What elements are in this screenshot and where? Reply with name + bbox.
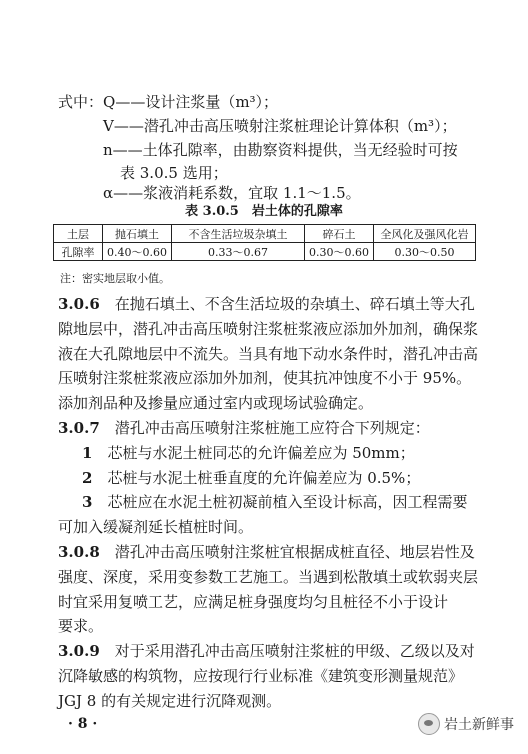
body-line	[58, 691, 281, 711]
body-line-text: 芯桩应在水泥土桩初凝前植入至设计标高，因工程需要	[92, 493, 468, 512]
table-header-cell: 土层	[54, 225, 103, 243]
list-item-number: 1	[82, 443, 93, 462]
body-line	[58, 319, 478, 339]
table-header-row	[54, 225, 476, 243]
table-cell: 0.30～0.50	[374, 243, 476, 261]
body-line	[58, 393, 373, 413]
body-line	[58, 368, 471, 388]
body-line	[58, 294, 475, 314]
body-line	[58, 344, 478, 364]
body-line-text: 潜孔冲击高压喷射注浆桩宜根据成桩直径、地层岩性及	[99, 543, 475, 561]
table-cell: 0.33～0.67	[172, 243, 305, 261]
body-line-text: 液在大孔隙地层中不流失。当具有地下动水条件时，潜孔冲击高	[58, 344, 479, 363]
body-line-text: 芯桩与水泥土桩同芯的允许偏差应为 50mm；	[92, 443, 415, 462]
formula-def-alpha: α——浆液消耗系数，宜取 1.1～1.5。	[103, 184, 361, 202]
list-item-number: 3	[82, 493, 93, 512]
formula-def-n: n——土体孔隙率，由勘察资料提供，当无经验时可按	[103, 141, 458, 159]
body-line	[82, 492, 467, 512]
body-line-text: 隙地层中，潜孔冲击高压喷射注浆桩浆液应添加外加剂，确保浆	[58, 319, 479, 338]
formula-def-v: V——潜孔冲击高压喷射注浆桩理论计算体积（m³）；	[103, 117, 457, 135]
clause-number: 3.0.6	[58, 295, 100, 313]
wechat-icon	[418, 713, 440, 735]
table-header-cell: 不含生活垃圾杂填土	[172, 225, 305, 243]
clause-number: 3.0.7	[58, 419, 100, 437]
body-line-text: 对于采用潜孔冲击高压喷射注浆桩的甲级、乙级以及对	[99, 642, 475, 661]
formula-def-n-cont: 表 3.0.5 选用；	[120, 164, 228, 182]
table-caption: 表 3.0.5 岩土体的孔隙率	[185, 204, 343, 219]
body-line-text: 潜孔冲击高压喷射注浆桩施工应符合下列规定：	[99, 419, 430, 437]
page-number: · 8 ·	[68, 716, 98, 732]
formula-def-q	[58, 92, 278, 112]
body-line-text: 时宜采用复喷工艺，应满足桩身强度均匀且桩径不小于设计	[58, 592, 449, 611]
table-cell: 0.40～0.60	[103, 243, 172, 261]
clause-number: 3.0.8	[58, 543, 100, 561]
body-line	[82, 468, 420, 488]
table-cell: 孔隙率	[54, 243, 103, 261]
body-line	[58, 542, 475, 562]
body-line-text: 压喷射注浆桩浆液应添加外加剂，使其抗冲蚀度不小于 95%。	[58, 369, 472, 388]
body-line-text: JGJ 8 的有关规定进行沉降观测。	[58, 691, 282, 710]
body-line	[58, 616, 103, 636]
table-row	[54, 243, 476, 261]
body-line-text: 沉降敏感的构筑物，应按现行行业标准《建筑变形测量规范》	[58, 667, 464, 685]
body-line-text: 可加入缓凝剂延长植桩时间。	[58, 518, 254, 537]
watermark	[418, 713, 514, 735]
table-header-cell: 全风化及强风化岩	[374, 225, 476, 243]
body-line	[82, 443, 415, 463]
formula-prefix: 式中：	[58, 93, 104, 111]
body-line	[58, 641, 475, 661]
list-item-number: 2	[82, 468, 93, 487]
body-line-text: 添加剂品种及掺量应通过室内或现场试验确定。	[58, 394, 374, 413]
body-line-text: 要求。	[58, 617, 104, 636]
body-line	[58, 567, 478, 587]
clause-number: 3.0.9	[58, 642, 100, 661]
body-line-text: 强度、深度，采用变参数工艺施工。当遇到松散填土或软弱夹层	[58, 567, 479, 586]
body-line	[58, 517, 253, 537]
body-line	[58, 418, 430, 438]
table-cell: 0.30～0.60	[305, 243, 374, 261]
body-line-text: 芯桩与水泥土桩垂直度的允许偏差应为 0.5%；	[92, 468, 421, 487]
formula-q-text: Q——设计注浆量（m³）；	[103, 93, 279, 111]
table-header-cell: 抛石填土	[103, 225, 172, 243]
body-line	[58, 666, 463, 686]
table-note: 注：密实地层取小值。	[60, 272, 170, 285]
body-line-text: 在抛石填土、不含生活垃圾的杂填土、碎石填土等大孔	[99, 295, 475, 313]
table-header-cell: 碎石土	[305, 225, 374, 243]
watermark-text: 岩土新鲜事	[444, 717, 514, 733]
porosity-table	[53, 224, 476, 261]
body-line	[58, 592, 448, 612]
